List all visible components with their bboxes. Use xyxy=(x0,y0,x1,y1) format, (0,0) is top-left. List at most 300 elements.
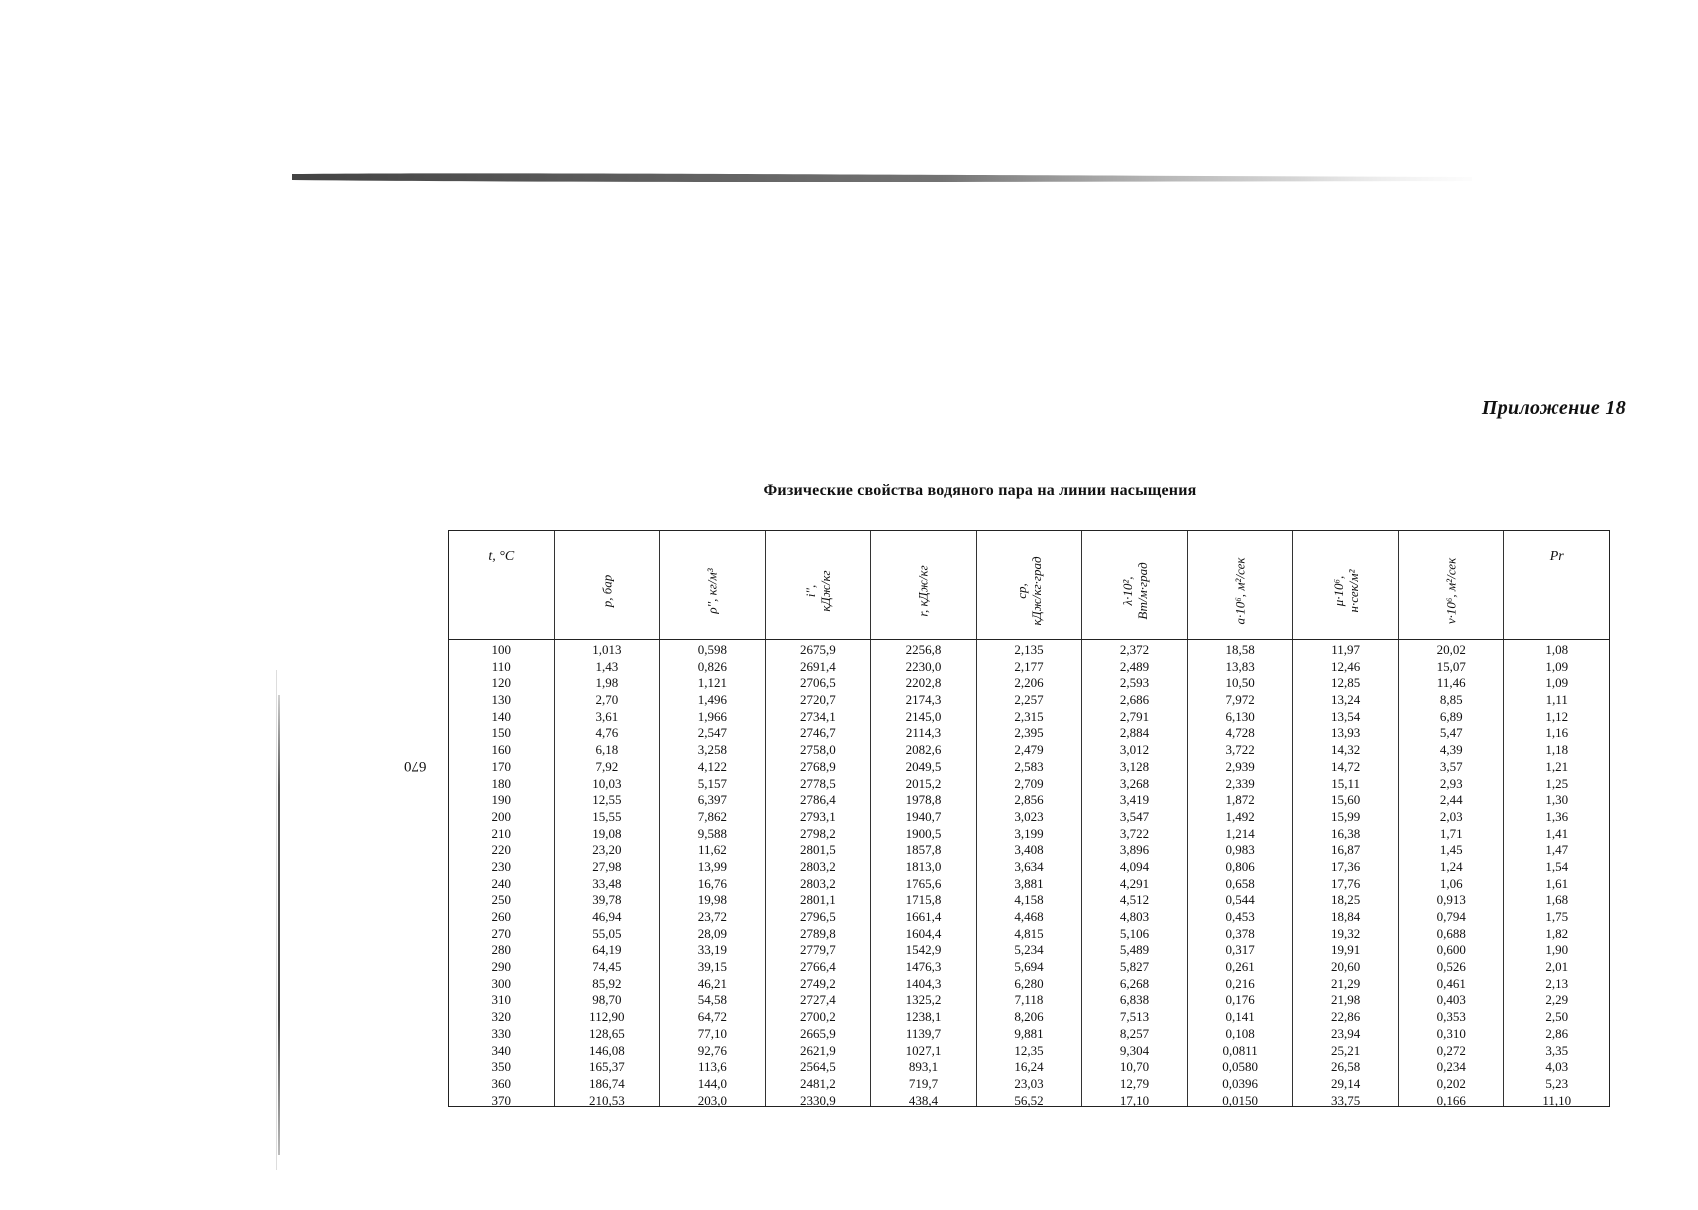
table-cell: 14,72 xyxy=(1331,758,1361,774)
table-cell: 140 xyxy=(491,708,512,724)
table-cell: 0,378 xyxy=(1225,925,1255,941)
table-cell: 1,47 xyxy=(1545,842,1569,858)
table-cell: 0,826 xyxy=(697,658,727,674)
table-cell: 19,08 xyxy=(592,825,622,841)
table-cell: 3,896 xyxy=(1119,842,1150,858)
table-cell: 360 xyxy=(491,1075,512,1091)
page-number: 670 xyxy=(404,758,427,774)
table-cell: 144,0 xyxy=(697,1075,727,1091)
table-cell: 23,03 xyxy=(1014,1075,1044,1091)
table-cell: 5,47 xyxy=(1439,725,1463,741)
table-cell: 2691,4 xyxy=(800,658,836,674)
table-cell: 5,234 xyxy=(1014,942,1044,958)
table-column xyxy=(1398,640,1504,1106)
table-cell: 16,76 xyxy=(697,875,727,891)
table-cell: 320 xyxy=(491,1009,512,1025)
table-cell: 15,11 xyxy=(1331,775,1361,791)
table-cell: 2174,3 xyxy=(905,692,942,708)
table-cell: 2778,5 xyxy=(800,775,836,791)
table-cell: 0,166 xyxy=(1436,1092,1466,1108)
table-cell: 280 xyxy=(491,942,512,958)
table-cell: 2,489 xyxy=(1119,658,1150,674)
table-cell: 17,76 xyxy=(1331,875,1361,891)
table-cell: 2786,4 xyxy=(800,792,836,808)
column-header-text: cp, xyxy=(1014,583,1029,600)
table-cell: 8,85 xyxy=(1439,692,1463,708)
table-cell: 3,268 xyxy=(1119,775,1150,791)
table-cell: 2,257 xyxy=(1014,692,1044,708)
table-cell: 146,08 xyxy=(588,1042,625,1058)
table-cell: 11,10 xyxy=(1542,1092,1572,1108)
table-column xyxy=(976,640,1082,1106)
table-cell: 1,90 xyxy=(1545,942,1569,958)
table-cell: 1940,7 xyxy=(905,808,942,824)
table-cell: 16,38 xyxy=(1331,825,1361,841)
table-cell: 719,7 xyxy=(908,1075,939,1091)
table-cell: 1,872 xyxy=(1225,792,1255,808)
table-cell: 200 xyxy=(491,808,512,824)
table-cell: 22,86 xyxy=(1331,1009,1361,1025)
table-cell: 2,315 xyxy=(1014,708,1044,724)
column-header xyxy=(765,531,871,639)
table-cell: 5,489 xyxy=(1119,942,1150,958)
table-cell: 3,408 xyxy=(1014,842,1044,858)
table-cell: 0,317 xyxy=(1225,942,1255,958)
column-header-text: ρ'', кг/м³ xyxy=(704,568,720,615)
table-cell: 3,57 xyxy=(1439,758,1463,774)
table-cell: 1,214 xyxy=(1225,825,1255,841)
table-cell: 1765,6 xyxy=(905,875,942,891)
table-cell: 15,99 xyxy=(1331,808,1361,824)
table-cell: 2145,0 xyxy=(905,708,942,724)
table-cell: 56,52 xyxy=(1014,1092,1044,1108)
table-cell: 2,339 xyxy=(1225,775,1255,791)
table-cell: 2,372 xyxy=(1119,642,1150,657)
table-cell: 2,13 xyxy=(1545,975,1569,991)
table-cell: 1,496 xyxy=(697,692,727,708)
table-cell: 2,856 xyxy=(1014,792,1044,808)
table-cell: 39,15 xyxy=(697,959,727,975)
table-cell: 2749,2 xyxy=(800,975,836,991)
table-cell: 112,90 xyxy=(589,1009,625,1025)
table-cell: 260 xyxy=(491,909,512,924)
table-cell: 3,61 xyxy=(595,708,619,724)
column-header xyxy=(659,531,765,639)
table-cell: 2,70 xyxy=(595,692,619,708)
table-cell: 4,03 xyxy=(1545,1059,1569,1075)
steam-properties-table xyxy=(448,530,1610,1107)
table-cell: 1,18 xyxy=(1545,742,1569,758)
table-cell: 0,526 xyxy=(1436,959,1466,975)
table-cell: 21,29 xyxy=(1331,975,1361,991)
table-cell: 20,60 xyxy=(1331,959,1361,975)
table-cell: 0,272 xyxy=(1436,1042,1466,1058)
table-cell: 2,93 xyxy=(1439,775,1463,791)
table-cell: 113,6 xyxy=(697,1059,727,1075)
column-header-text: a·10⁶, м²/сек xyxy=(1232,557,1248,625)
table-cell: 1,966 xyxy=(697,708,727,724)
column-header-text: н·сек/м² xyxy=(1345,569,1361,613)
table-cell: 1,11 xyxy=(1545,692,1568,708)
table-cell: 0,261 xyxy=(1225,959,1255,975)
table-cell: 170 xyxy=(491,758,512,774)
table-column xyxy=(1292,640,1398,1106)
table-cell: 12,46 xyxy=(1331,658,1361,674)
table-cell: 12,79 xyxy=(1119,1075,1150,1091)
table-cell: 18,25 xyxy=(1331,892,1361,908)
table-cell: 2,593 xyxy=(1119,675,1150,691)
table-cell: 4,76 xyxy=(595,725,619,741)
table-cell: 2803,2 xyxy=(800,858,836,874)
column-header-text: i'', xyxy=(802,585,818,598)
table-cell: 2202,8 xyxy=(905,675,942,691)
table-cell: 0,658 xyxy=(1225,875,1255,891)
table-cell: 0,0396 xyxy=(1222,1075,1258,1091)
column-header xyxy=(1292,531,1398,639)
table-cell: 2,135 xyxy=(1014,642,1044,657)
table-column xyxy=(1187,640,1293,1106)
table-cell: 1604,4 xyxy=(905,925,942,941)
column-header-text: t, °C xyxy=(488,549,515,564)
table-cell: 11,97 xyxy=(1331,642,1361,657)
table-cell: 1,41 xyxy=(1545,825,1569,841)
table-cell: 3,128 xyxy=(1119,758,1150,774)
table-cell: 17,10 xyxy=(1119,1092,1150,1108)
table-cell: 2766,4 xyxy=(800,959,836,975)
table-body xyxy=(449,640,1609,1106)
table-cell: 55,05 xyxy=(592,925,622,941)
table-cell: 1139,7 xyxy=(905,1025,942,1041)
table-cell: 10,03 xyxy=(592,775,622,791)
table-cell: 1238,1 xyxy=(905,1009,942,1025)
column-header-text: кДж/кг·град xyxy=(1029,556,1044,627)
column-header-text: Pr xyxy=(1549,549,1564,564)
table-cell: 21,98 xyxy=(1331,992,1361,1008)
table-cell: 4,158 xyxy=(1014,892,1044,908)
table-cell: 1,21 xyxy=(1545,758,1569,774)
table-cell: 2803,2 xyxy=(800,875,836,891)
table-cell: 2,177 xyxy=(1014,658,1044,674)
table-cell: 19,98 xyxy=(697,892,727,908)
table-cell: 9,588 xyxy=(697,825,727,841)
table-cell: 2734,1 xyxy=(800,708,836,724)
table-cell: 77,10 xyxy=(697,1025,727,1041)
table-cell: 27,98 xyxy=(592,858,622,874)
table-cell: 3,547 xyxy=(1119,808,1150,824)
table-cell: 0,176 xyxy=(1225,992,1255,1008)
table-cell: 33,19 xyxy=(697,942,727,958)
table-cell: 1,54 xyxy=(1545,858,1569,874)
table-cell: 2720,7 xyxy=(800,692,836,708)
table-cell: 2,884 xyxy=(1119,725,1150,741)
table-cell: 2,791 xyxy=(1119,708,1150,724)
table-cell: 19,91 xyxy=(1331,942,1361,958)
column-header xyxy=(870,531,976,639)
table-cell: 28,09 xyxy=(697,925,727,941)
table-cell: 8,206 xyxy=(1014,1009,1044,1025)
table-cell: 210,53 xyxy=(588,1092,625,1108)
column-header-text: ν·10⁶, м²/сек xyxy=(1443,558,1459,625)
table-cell: 220 xyxy=(491,842,512,858)
table-cell: 3,634 xyxy=(1014,858,1044,874)
table-cell: 14,32 xyxy=(1331,742,1361,758)
table-cell: 10,50 xyxy=(1225,675,1255,691)
table-cell: 4,815 xyxy=(1014,925,1044,941)
table-cell: 2481,2 xyxy=(800,1075,836,1091)
table-cell: 98,70 xyxy=(592,992,622,1008)
table-cell: 0,598 xyxy=(697,642,727,657)
table-cell: 1,71 xyxy=(1439,825,1463,841)
table-cell: 64,19 xyxy=(592,942,622,958)
table-cell: 4,291 xyxy=(1119,875,1150,891)
table-cell: 2,03 xyxy=(1439,808,1463,824)
column-header xyxy=(1081,531,1187,639)
table-cell: 0,216 xyxy=(1225,975,1255,991)
table-cell: 15,55 xyxy=(592,808,622,824)
table-cell: 2665,9 xyxy=(800,1025,836,1041)
table-cell: 3,023 xyxy=(1014,808,1044,824)
table-cell: 3,722 xyxy=(1225,742,1255,758)
table-cell: 203,0 xyxy=(697,1092,727,1108)
table-cell: 1,98 xyxy=(595,675,619,691)
table-cell: 0,544 xyxy=(1225,892,1255,908)
table-cell: 165,37 xyxy=(588,1059,625,1075)
table-cell: 74,45 xyxy=(592,959,622,975)
table-cell: 2,86 xyxy=(1545,1025,1569,1041)
table-column xyxy=(659,640,765,1106)
table-cell: 340 xyxy=(491,1042,512,1058)
table-cell: 2758,0 xyxy=(800,742,836,758)
table-cell: 2015,2 xyxy=(905,775,942,791)
column-header xyxy=(1187,531,1293,639)
table-cell: 7,972 xyxy=(1225,692,1255,708)
table-cell: 250 xyxy=(491,892,512,908)
table-cell: 0,806 xyxy=(1225,858,1255,874)
table-cell: 0,310 xyxy=(1436,1025,1466,1041)
table-cell: 17,36 xyxy=(1331,858,1361,874)
table-cell: 186,74 xyxy=(588,1075,625,1091)
table-cell: 240 xyxy=(491,875,512,891)
table-cell: 25,21 xyxy=(1331,1042,1361,1058)
table-cell: 7,118 xyxy=(1014,992,1044,1008)
table-cell: 29,14 xyxy=(1331,1075,1361,1091)
table-cell: 2793,1 xyxy=(800,808,836,824)
table-cell: 1857,8 xyxy=(905,842,942,858)
column-header xyxy=(1503,531,1609,639)
table-cell: 1,121 xyxy=(697,675,727,691)
binding-edge xyxy=(276,670,277,1170)
column-header xyxy=(449,531,554,639)
table-cell: 2621,9 xyxy=(800,1042,836,1058)
table-cell: 13,83 xyxy=(1225,658,1255,674)
table-cell: 2,479 xyxy=(1014,742,1044,758)
table-cell: 64,72 xyxy=(697,1009,727,1025)
table-cell: 160 xyxy=(491,742,512,758)
table-cell: 1325,2 xyxy=(905,992,942,1008)
table-cell: 5,827 xyxy=(1119,959,1150,975)
appendix-label: Приложение 18 xyxy=(1481,397,1626,419)
column-header-text: кДж/кг xyxy=(817,570,833,613)
table-cell: 12,35 xyxy=(1014,1042,1044,1058)
table-cell: 4,39 xyxy=(1439,742,1463,758)
table-cell: 2796,5 xyxy=(800,909,836,924)
table-cell: 1,16 xyxy=(1545,725,1569,741)
table-cell: 0,234 xyxy=(1436,1059,1466,1075)
table-cell: 4,803 xyxy=(1119,909,1150,924)
table-column xyxy=(765,640,871,1106)
table-cell: 1,09 xyxy=(1545,675,1569,691)
table-cell: 1,30 xyxy=(1545,792,1569,808)
table-cell: 3,419 xyxy=(1119,792,1150,808)
table-cell: 0,108 xyxy=(1225,1025,1255,1041)
table-cell: 128,65 xyxy=(588,1025,625,1041)
column-header-text: Вт/м·град xyxy=(1134,562,1150,621)
table-cell: 110 xyxy=(491,658,511,674)
table-cell: 92,76 xyxy=(697,1042,727,1058)
table-cell: 4,122 xyxy=(697,758,727,774)
table-cell: 1,45 xyxy=(1439,842,1463,858)
table-cell: 0,0811 xyxy=(1222,1042,1258,1058)
table-cell: 230 xyxy=(491,858,512,874)
table-title: Физические свойства водяного пара на линии насыщения xyxy=(763,482,1197,499)
table-cell: 2727,4 xyxy=(800,992,836,1008)
table-cell: 5,694 xyxy=(1014,959,1044,975)
table-cell: 350 xyxy=(491,1059,512,1075)
table-cell: 46,94 xyxy=(592,909,622,924)
table-cell: 2049,5 xyxy=(905,758,942,774)
table-cell: 20,02 xyxy=(1436,642,1466,657)
table-cell: 1404,3 xyxy=(905,975,942,991)
table-cell: 7,862 xyxy=(697,808,727,824)
table-cell: 2,939 xyxy=(1225,758,1255,774)
table-cell: 11,62 xyxy=(697,842,727,858)
table-cell: 16,24 xyxy=(1014,1059,1044,1075)
scan-artifact-band xyxy=(292,168,1472,188)
table-cell: 2082,6 xyxy=(905,742,942,758)
table-cell: 3,012 xyxy=(1119,742,1150,758)
table-cell: 0,0150 xyxy=(1222,1092,1258,1108)
table-cell: 150 xyxy=(491,725,512,741)
table-cell: 12,85 xyxy=(1331,675,1361,691)
table-cell: 330 xyxy=(491,1025,512,1041)
table-cell: 15,07 xyxy=(1436,658,1466,674)
table-cell: 5,157 xyxy=(697,775,727,791)
table-cell: 39,78 xyxy=(592,892,622,908)
table-cell: 1978,8 xyxy=(905,792,942,808)
table-cell: 120 xyxy=(491,675,512,691)
table-cell: 0,202 xyxy=(1436,1075,1466,1091)
table-cell: 1027,1 xyxy=(905,1042,942,1058)
table-cell: 2,206 xyxy=(1014,675,1044,691)
table-cell: 893,1 xyxy=(908,1059,939,1075)
table-cell: 13,99 xyxy=(697,858,727,874)
table-cell: 1,75 xyxy=(1545,909,1569,924)
table-cell: 180 xyxy=(491,775,512,791)
table-cell: 100 xyxy=(491,642,512,657)
table-cell: 2700,2 xyxy=(800,1009,836,1025)
table-cell: 11,46 xyxy=(1436,675,1466,691)
table-cell: 290 xyxy=(491,959,512,975)
table-cell: 438,4 xyxy=(908,1092,939,1108)
table-cell: 4,512 xyxy=(1119,892,1150,908)
binding-shadow xyxy=(278,695,280,1155)
table-cell: 1,09 xyxy=(1545,658,1569,674)
table-cell: 13,93 xyxy=(1331,725,1361,741)
table-cell: 23,72 xyxy=(697,909,727,924)
table-cell: 0,403 xyxy=(1436,992,1466,1008)
table-cell: 3,722 xyxy=(1119,825,1150,841)
table-cell: 33,75 xyxy=(1331,1092,1361,1108)
table-cell: 2798,2 xyxy=(800,825,836,841)
table-column xyxy=(554,640,660,1106)
table-cell: 0,453 xyxy=(1225,909,1255,924)
table-cell: 130 xyxy=(491,692,512,708)
table-cell: 1,492 xyxy=(1225,808,1255,824)
table-cell: 4,728 xyxy=(1225,725,1255,741)
table-cell: 7,92 xyxy=(595,758,619,774)
table-cell: 0,688 xyxy=(1436,925,1466,941)
table-cell: 1,43 xyxy=(595,658,619,674)
table-cell: 370 xyxy=(491,1092,512,1108)
table-cell: 6,838 xyxy=(1119,992,1150,1008)
table-cell: 2801,1 xyxy=(800,892,836,908)
column-header-text: p, бар xyxy=(599,575,615,608)
table-cell: 2779,7 xyxy=(800,942,836,958)
table-cell: 2,583 xyxy=(1014,758,1044,774)
table-cell: 2330,9 xyxy=(800,1092,836,1108)
table-cell: 3,258 xyxy=(697,742,727,758)
table-cell: 1715,8 xyxy=(905,892,942,908)
table-cell: 2768,9 xyxy=(800,758,836,774)
table-cell: 1,06 xyxy=(1439,875,1463,891)
table-cell: 18,58 xyxy=(1225,642,1255,657)
table-cell: 10,70 xyxy=(1119,1059,1150,1075)
table-cell: 1,82 xyxy=(1545,925,1569,941)
table-cell: 2706,5 xyxy=(800,675,836,691)
table-cell: 0,600 xyxy=(1436,942,1466,958)
table-cell: 13,24 xyxy=(1331,692,1361,708)
table-cell: 1900,5 xyxy=(905,825,942,841)
table-cell: 190 xyxy=(491,792,512,808)
table-cell: 1,68 xyxy=(1545,892,1569,908)
table-cell: 12,55 xyxy=(592,792,622,808)
table-cell: 6,89 xyxy=(1439,708,1463,724)
table-cell: 1661,4 xyxy=(905,909,942,924)
table-cell: 2,395 xyxy=(1014,725,1044,741)
table-cell: 1,24 xyxy=(1439,858,1463,874)
table-cell: 16,87 xyxy=(1331,842,1361,858)
table-cell: 18,84 xyxy=(1331,909,1361,924)
table-cell: 5,23 xyxy=(1545,1075,1569,1091)
table-cell: 1,36 xyxy=(1545,808,1569,824)
table-cell: 6,280 xyxy=(1014,975,1044,991)
table-cell: 2230,0 xyxy=(905,658,942,674)
table-cell: 2801,5 xyxy=(800,842,836,858)
table-cell: 23,94 xyxy=(1331,1025,1361,1041)
table-cell: 2,01 xyxy=(1545,959,1569,975)
table-cell: 2,50 xyxy=(1545,1009,1569,1025)
table-cell: 6,18 xyxy=(595,742,619,758)
table-cell: 1,08 xyxy=(1545,642,1569,657)
table-cell: 2,29 xyxy=(1545,992,1569,1008)
column-header-text: r, кДж/кг xyxy=(915,565,931,618)
column-header xyxy=(1398,531,1504,639)
table-cell: 3,199 xyxy=(1014,825,1044,841)
table-cell: 0,461 xyxy=(1436,975,1466,991)
table-column xyxy=(1503,640,1609,1106)
table-cell: 6,268 xyxy=(1119,975,1150,991)
table-column xyxy=(870,640,976,1106)
